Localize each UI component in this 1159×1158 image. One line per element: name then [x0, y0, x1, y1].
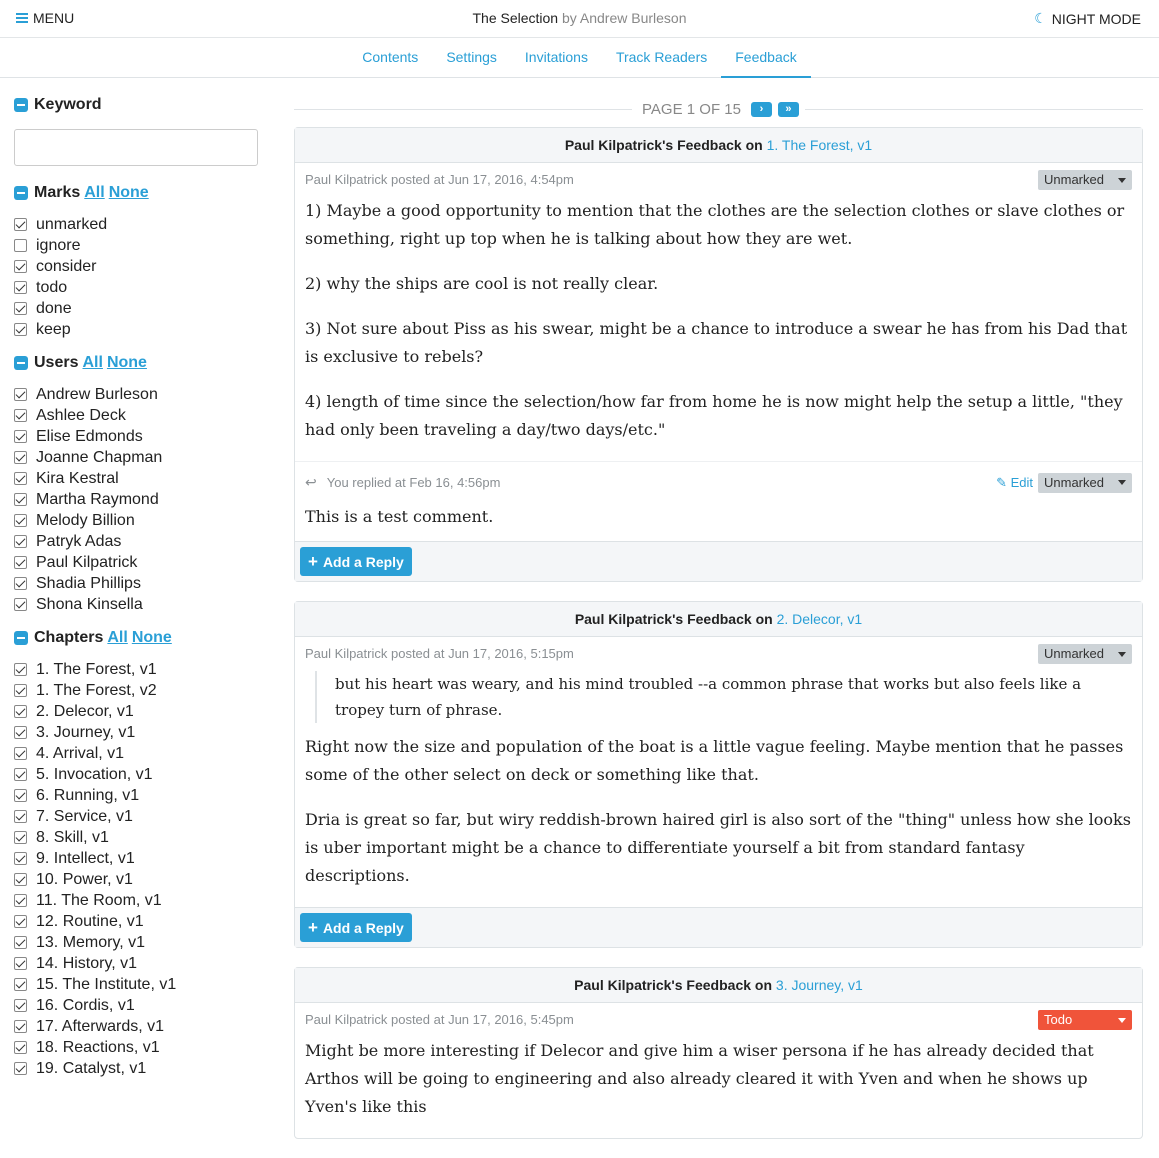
pencil-icon: ✎	[996, 475, 1011, 490]
users-header	[14, 350, 264, 376]
tab-track-readers[interactable]: Track Readers	[615, 49, 708, 65]
reply-body	[305, 503, 1132, 531]
checkbox[interactable]	[14, 409, 27, 422]
checkbox[interactable]	[14, 451, 27, 464]
keyword-input[interactable]	[14, 129, 258, 166]
menu-label: MENU	[33, 10, 75, 26]
feedback-paragraph: Might be more interesting if Delecor and give him a wiser persona if he has already decided that Arthos will be going to engineering and also already cleared it with Yven and when he shows up Yven's like this	[305, 1041, 1094, 1116]
checkbox[interactable]	[14, 915, 27, 928]
checkbox[interactable]	[14, 556, 27, 569]
checkbox[interactable]	[14, 768, 27, 781]
checkbox[interactable]	[14, 598, 27, 611]
checkbox[interactable]	[14, 1041, 27, 1054]
checkbox[interactable]	[14, 663, 27, 676]
user-filter-label: Andrew Burleson	[36, 385, 158, 403]
collapse-icon[interactable]	[14, 186, 28, 200]
night-mode-button[interactable]	[1034, 10, 1141, 27]
add-reply-button[interactable]	[300, 547, 412, 576]
chapter-filter-label: 17. Afterwards, v1	[36, 1017, 165, 1035]
checkbox[interactable]	[14, 535, 27, 548]
chapter-filter-item[interactable]	[14, 701, 264, 722]
user-filter-item[interactable]	[14, 468, 264, 489]
checkbox[interactable]	[14, 577, 27, 590]
chapter-filter-label: 9. Intellect, v1	[36, 849, 135, 867]
marks-all-link[interactable]: All	[84, 184, 105, 201]
feedback-paragraph: Dria is great so far, but wiry reddish-brown haired girl is also sort of the "thing" unless how she looks is uber important might be a chance to differentiate yourself a bit from standard fantasy descriptions.	[305, 810, 1131, 885]
users-all-link[interactable]: All	[82, 354, 103, 371]
post-meta	[305, 163, 1132, 197]
checkbox[interactable]	[14, 873, 27, 886]
chapter-filter-item[interactable]	[14, 764, 264, 785]
chapters-label: Chapters	[34, 629, 104, 646]
tab-feedback[interactable]: Feedback	[721, 38, 810, 78]
chapter-filter-item[interactable]	[14, 974, 264, 995]
chapter-link[interactable]: 2. Delecor, v1	[776, 611, 863, 627]
collapse-icon[interactable]	[14, 356, 28, 370]
chapter-filter-item[interactable]	[14, 869, 264, 890]
checkbox[interactable]	[14, 684, 27, 697]
chapter-filter-item[interactable]	[14, 806, 264, 827]
feedback-on-text: on	[755, 611, 773, 627]
tab-bar	[0, 38, 1159, 78]
chapter-filter-label: 7. Service, v1	[36, 807, 133, 825]
chapter-link[interactable]: 1. The Forest, v1	[766, 137, 873, 153]
edit-reply-link[interactable]	[996, 462, 1033, 503]
user-filter-item[interactable]	[14, 489, 264, 510]
add-reply-button[interactable]	[300, 913, 412, 942]
mark-dropdown[interactable]	[1038, 170, 1132, 190]
user-filter-item[interactable]	[14, 573, 264, 594]
feedback-main	[294, 96, 1143, 1158]
feedback-post	[295, 637, 1142, 890]
feedback-on-text: on	[745, 137, 763, 153]
feedback-paragraph: 4) length of time since the selection/how far from home he is now might help the setup a little, "they had only been traveling a day/two days/etc."	[305, 392, 1123, 439]
night-mode-label: NIGHT MODE	[1051, 10, 1141, 27]
filter-sidebar	[14, 92, 264, 1089]
checkbox[interactable]	[14, 388, 27, 401]
chapter-filter-item[interactable]	[14, 848, 264, 869]
user-filter-label: Joanne Chapman	[36, 448, 163, 466]
mark-filter-item[interactable]	[14, 256, 264, 277]
mark-filter-label: todo	[36, 278, 68, 296]
user-filter-label: Martha Raymond	[36, 490, 159, 508]
chapters-list	[14, 659, 264, 1079]
checkbox[interactable]	[14, 852, 27, 865]
mark-dropdown[interactable]	[1038, 644, 1132, 664]
reply-post	[295, 461, 1142, 531]
checkbox[interactable]	[14, 260, 27, 273]
mark-dropdown[interactable]	[1038, 1010, 1132, 1030]
feedback-card	[294, 601, 1143, 948]
chapter-filter-item[interactable]	[14, 995, 264, 1016]
chapter-filter-item[interactable]	[14, 785, 264, 806]
user-filter-label: Shona Kinsella	[36, 595, 143, 613]
plus-icon: +	[308, 918, 318, 937]
mark-filter-label: keep	[36, 320, 71, 338]
checkbox[interactable]	[14, 514, 27, 527]
chapter-filter-label: 11. The Room, v1	[36, 891, 162, 909]
feedback-paragraph: 1) Maybe a good opportunity to mention that the clothes are the selection clothes or slave clothes or something, right up top when he is talking about how they are wet.	[305, 201, 1125, 248]
chapter-filter-label: 15. The Institute, v1	[36, 975, 177, 993]
chapter-filter-item[interactable]	[14, 1058, 264, 1079]
chapters-header	[14, 625, 264, 651]
marks-header	[14, 180, 264, 206]
user-filter-item[interactable]	[14, 447, 264, 468]
feedback-on-text: on	[754, 977, 773, 993]
feedback-card-footer	[295, 541, 1142, 581]
chapter-filter-label: 4. Arrival, v1	[36, 744, 125, 762]
chapter-filter-label: 5. Invocation, v1	[36, 765, 153, 783]
mark-dropdown[interactable]	[1038, 473, 1132, 493]
tab-settings[interactable]: Settings	[446, 49, 497, 65]
marks-label: Marks	[34, 184, 81, 201]
collapse-icon[interactable]	[14, 631, 28, 645]
users-label: Users	[34, 354, 79, 371]
chapter-filter-item[interactable]	[14, 680, 264, 701]
plus-icon: +	[308, 552, 318, 571]
chapter-filter-item[interactable]	[14, 932, 264, 953]
feedback-author: Paul Kilpatrick's Feedback	[574, 977, 752, 993]
chapter-filter-label: 18. Reactions, v1	[36, 1038, 160, 1056]
chapter-filter-item[interactable]	[14, 827, 264, 848]
user-filter-label: Shadia Phillips	[36, 574, 141, 592]
checkbox[interactable]	[14, 281, 27, 294]
chapter-filter-item[interactable]	[14, 743, 264, 764]
chapter-link[interactable]: 3. Journey, v1	[775, 977, 863, 993]
mark-filter-item[interactable]	[14, 214, 264, 235]
checkbox[interactable]	[14, 894, 27, 907]
chapter-filter-label: 13. Memory, v1	[36, 933, 146, 951]
chapter-filter-label: 1. The Forest, v1	[36, 660, 157, 678]
user-filter-label: Elise Edmonds	[36, 427, 143, 445]
caret-down-icon	[1118, 178, 1126, 183]
edit-label: Edit	[1010, 475, 1033, 490]
chapter-filter-label: 19. Catalyst, v1	[36, 1059, 147, 1077]
chapter-filter-label: 6. Running, v1	[36, 786, 140, 804]
chapter-filter-item[interactable]	[14, 1016, 264, 1037]
post-meta-text: Paul Kilpatrick posted at Jun 17, 2016, 5:15pm	[305, 646, 574, 661]
checkbox[interactable]	[14, 726, 27, 739]
feedback-author: Paul Kilpatrick's Feedback	[564, 137, 742, 153]
top-bar	[0, 0, 1159, 38]
checkbox[interactable]	[14, 978, 27, 991]
checkbox[interactable]	[14, 810, 27, 823]
checkbox[interactable]	[14, 705, 27, 718]
chapter-filter-label: 16. Cordis, v1	[36, 996, 135, 1014]
tab-contents[interactable]: Contents	[362, 49, 419, 65]
feedback-post	[295, 163, 1142, 444]
chapters-none-link[interactable]: None	[131, 629, 172, 646]
mark-filter-item[interactable]	[14, 235, 264, 256]
checkbox[interactable]	[14, 323, 27, 336]
book-title: The Selection	[472, 10, 559, 26]
post-meta-text: Paul Kilpatrick posted at Jun 17, 2016, 4:54pm	[305, 172, 574, 187]
user-filter-label: Kira Kestral	[36, 469, 119, 487]
post-meta	[305, 637, 1132, 671]
add-reply-label: Add a Reply	[322, 554, 404, 570]
feedback-list	[294, 127, 1143, 1139]
user-filter-label: Paul Kilpatrick	[36, 553, 138, 571]
next-page-button[interactable]: ›	[751, 102, 772, 117]
chapter-filter-label: 8. Skill, v1	[36, 828, 109, 846]
checkbox[interactable]	[14, 493, 27, 506]
feedback-card	[294, 967, 1143, 1139]
feedback-author: Paul Kilpatrick's Feedback	[574, 611, 752, 627]
checkbox[interactable]	[14, 472, 27, 485]
reply-text: This is a test comment.	[305, 507, 494, 526]
divider	[294, 109, 632, 110]
checkbox[interactable]	[14, 789, 27, 802]
chapter-filter-label: 14. History, v1	[36, 954, 138, 972]
chapter-filter-label: 10. Power, v1	[36, 870, 133, 888]
feedback-body	[305, 1037, 1132, 1121]
feedback-paragraph: 2) why the ships are cool is not really clear.	[305, 274, 659, 293]
chapter-filter-item[interactable]	[14, 659, 264, 680]
users-none-link[interactable]: None	[106, 354, 147, 371]
collapse-icon[interactable]	[14, 98, 28, 112]
caret-down-icon	[1118, 652, 1126, 657]
user-filter-label: Ashlee Deck	[36, 406, 126, 424]
caret-down-icon	[1118, 1018, 1126, 1023]
chapter-filter-label: 1. The Forest, v2	[36, 681, 157, 699]
tab-invitations[interactable]: Invitations	[524, 49, 588, 65]
chapter-filter-label: 3. Journey, v1	[36, 723, 136, 741]
chapter-filter-item[interactable]	[14, 911, 264, 932]
marks-none-link[interactable]: None	[108, 184, 149, 201]
mark-filter-item[interactable]	[14, 319, 264, 340]
page-indicator: PAGE 1 OF 15	[642, 100, 741, 118]
chapter-filter-label: 12. Routine, v1	[36, 912, 144, 930]
chapter-filter-item[interactable]	[14, 722, 264, 743]
pager	[294, 96, 1143, 122]
user-filter-item[interactable]	[14, 405, 264, 426]
post-meta-text: Paul Kilpatrick posted at Jun 17, 2016, 5:45pm	[305, 1012, 574, 1027]
mark-filter-label: done	[36, 299, 72, 317]
user-filter-item[interactable]	[14, 510, 264, 531]
book-title-bar	[0, 10, 1159, 26]
user-filter-item[interactable]	[14, 426, 264, 447]
feedback-post	[295, 1003, 1142, 1121]
add-reply-label: Add a Reply	[322, 920, 404, 936]
feedback-card	[294, 127, 1143, 582]
checkbox[interactable]	[14, 999, 27, 1012]
user-filter-item[interactable]	[14, 531, 264, 552]
keyword-header	[14, 92, 264, 118]
checkbox[interactable]	[14, 302, 27, 315]
feedback-body	[305, 671, 1132, 890]
feedback-card-footer	[295, 907, 1142, 947]
user-filter-label: Melody Billion	[36, 511, 135, 529]
book-author: by Andrew Burleson	[561, 10, 687, 26]
user-filter-item[interactable]	[14, 552, 264, 573]
checkbox[interactable]	[14, 1062, 27, 1075]
users-list	[14, 384, 264, 615]
chapter-filter-item[interactable]	[14, 890, 264, 911]
user-filter-item[interactable]	[14, 594, 264, 615]
feedback-paragraph: 3) Not sure about Piss as his swear, might be a chance to introduce a swear he has from his Dad that is exclusive to rebels?	[305, 319, 1128, 366]
mark-dropdown-value: Unmarked	[1044, 474, 1104, 490]
user-filter-item[interactable]	[14, 384, 264, 405]
feedback-card-header	[295, 968, 1142, 1003]
last-page-button[interactable]: »	[778, 102, 799, 117]
checkbox[interactable]	[14, 239, 27, 252]
quoted-text: but his heart was weary, and his mind troubled --a common phrase that works but also feels like a tropey turn of phrase.	[315, 671, 1132, 723]
reply-meta	[305, 462, 1132, 503]
mark-filter-item[interactable]	[14, 277, 264, 298]
checkbox[interactable]	[14, 1020, 27, 1033]
mark-dropdown-value: Unmarked	[1044, 172, 1104, 187]
mark-filter-label: ignore	[36, 236, 81, 254]
checkbox[interactable]	[14, 936, 27, 949]
moon-icon: ☾	[1034, 10, 1047, 26]
checkbox[interactable]	[14, 218, 27, 231]
mark-dropdown-value: Unmarked	[1044, 646, 1104, 661]
post-meta	[305, 1003, 1132, 1037]
chapter-filter-label: 2. Delecor, v1	[36, 702, 134, 720]
mark-dropdown-value: Todo	[1044, 1012, 1073, 1027]
divider	[805, 109, 1143, 110]
chapters-all-link[interactable]: All	[107, 629, 128, 646]
checkbox[interactable]	[14, 430, 27, 443]
feedback-body	[305, 197, 1132, 444]
feedback-card-header	[295, 602, 1142, 637]
feedback-card-header	[295, 128, 1142, 163]
feedback-paragraph: Right now the size and population of the boat is a little vague feeling. Maybe mention that he passes some of the other select on deck or something like that.	[305, 737, 1124, 784]
checkbox[interactable]	[14, 747, 27, 760]
checkbox[interactable]	[14, 957, 27, 970]
chapter-filter-item[interactable]	[14, 953, 264, 974]
marks-list	[14, 214, 264, 340]
checkbox[interactable]	[14, 831, 27, 844]
reply-icon: ↩	[305, 474, 317, 490]
caret-down-icon	[1118, 480, 1126, 485]
mark-filter-label: consider	[36, 257, 97, 275]
mark-filter-label: unmarked	[36, 215, 108, 233]
keyword-label: Keyword	[34, 96, 102, 113]
mark-filter-item[interactable]	[14, 298, 264, 319]
chapter-filter-item[interactable]	[14, 1037, 264, 1058]
user-filter-label: Patryk Adas	[36, 532, 122, 550]
reply-meta-text: You replied at Feb 16, 4:56pm	[326, 475, 501, 490]
